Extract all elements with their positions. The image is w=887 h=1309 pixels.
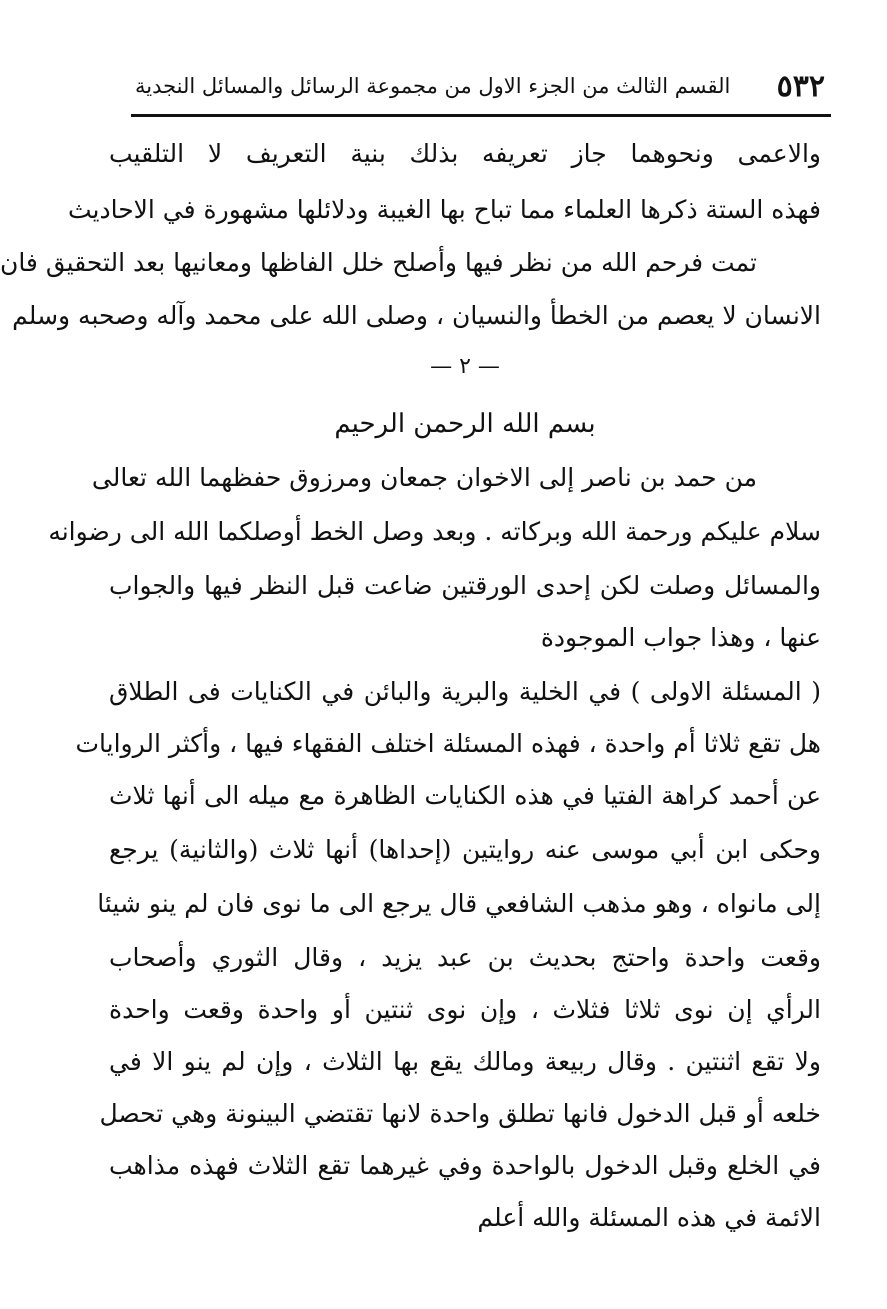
text-line: ولا تقع اثنتين . وقال ربيعة ومالك يقع بها الثلاث ، وإن لم ينو الا في	[109, 1047, 821, 1076]
text-line: وقعت واحدة واحتج بحديث بن عبد يزيد ، وقال الثوري وأصحاب	[109, 943, 821, 972]
text-line: تمت فرحم الله من نظر فيها وأصلح خلل الفاظها ومعانيها بعد التحقيق فان	[0, 248, 757, 277]
text-line: إلى مانواه ، وهو مذهب الشافعي قال يرجع الى ما نوى فان لم ينو شيئا	[97, 889, 821, 918]
text-line: سلام عليكم ورحمة الله وبركاته . وبعد وصل الخط أوصلكما الله الى رضوانه	[48, 517, 821, 546]
text-line: الرأي إن نوى ثلاثا فثلاث ، وإن نوى ثنتين أو واحدة وقعت واحدة	[109, 995, 821, 1024]
text-line: عن أحمد كراهة الفتيا في هذه الكنايات الظاهرة مع ميله الى أنها ثلاث	[109, 781, 821, 810]
text-line: والمسائل وصلت لكن إحدى الورقتين ضاعت قبل النظر فيها والجواب	[109, 571, 821, 600]
section-number: — ٢ —	[430, 354, 500, 379]
text-line: هل تقع ثلاثا أم واحدة ، فهذه المسئلة اختلف الفقهاء فيها ، وأكثر الروايات	[75, 729, 821, 758]
text-line: الانسان لا يعصم من الخطأ والنسيان ، وصلى الله على محمد وآله وصحبه وسلم	[12, 301, 821, 330]
text-line: ( المسئلة الاولى ) في الخلية والبرية والبائن في الكنايات فى الطلاق	[109, 677, 821, 706]
text-line: عنها ، وهذا جواب الموجودة	[540, 623, 821, 652]
text-line: من حمد بن ناصر إلى الاخوان جمعان ومرزوق حفظهما الله تعالى	[91, 463, 757, 492]
text-line: في الخلع وقبل الدخول بالواحدة وفي غيرهما تقع الثلاث فهذه مذاهب	[109, 1151, 821, 1180]
text-line: خلعه أو قبل الدخول فانها تطلق واحدة لانها تقتضي البينونة وهي تحصل	[99, 1099, 821, 1128]
running-title: القسم الثالث من الجزء الاول من مجموعة الرسائل والمسائل النجدية	[135, 74, 731, 98]
text-line: الائمة في هذه المسئلة والله أعلم	[477, 1203, 821, 1232]
text-line: والاعمى ونحوهما جاز تعريفه بذلك بنية التعريف لا التلقيب	[109, 139, 821, 168]
text-line: وحكى ابن أبي موسى عنه روايتين (إحداها) أنها ثلاث (والثانية) يرجع	[109, 835, 821, 864]
page-header	[135, 64, 825, 108]
page-number: ٥٣٢	[776, 68, 825, 104]
basmala: بسم الله الرحمن الرحيم	[334, 409, 596, 439]
header-rule	[131, 114, 831, 117]
text-line: فهذه الستة ذكرها العلماء مما تباح بها الغيبة ودلائلها مشهورة في الاحاديث	[67, 195, 821, 224]
